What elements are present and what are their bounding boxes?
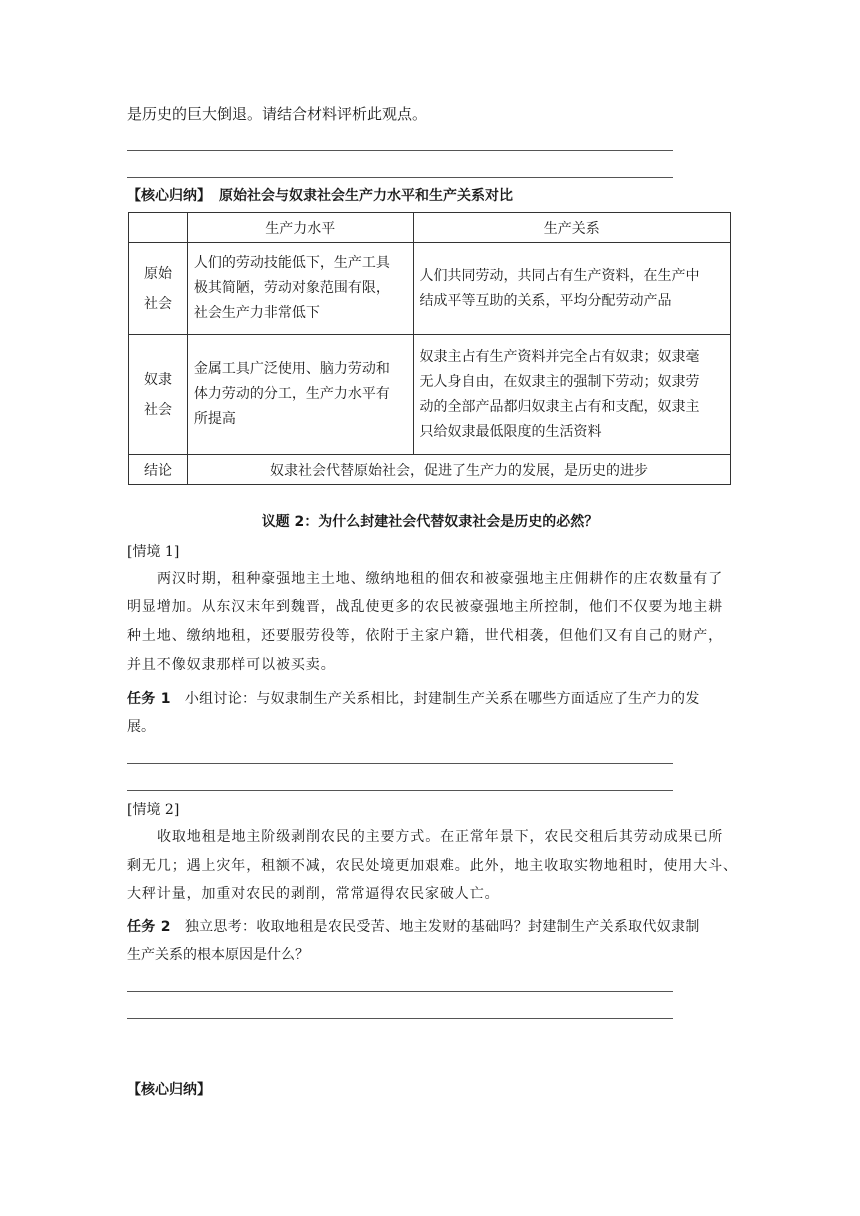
summary-heading	[127, 186, 513, 206]
conclusion-label: 结论	[129, 455, 188, 485]
table-header-row	[129, 213, 731, 243]
cell-line: 金属工具广泛使用、脑力劳动和	[193, 361, 390, 377]
task-label: 任务 1	[127, 691, 171, 707]
task-text-continued: 展。	[127, 719, 155, 735]
table-row	[129, 335, 731, 455]
scenario-line: 大秤计量，加重对农民的剥削，常常逼得农民家破人亡。	[127, 886, 500, 902]
scenario-line: 明显增加。从东汉末年到魏晋，战乱使更多的农民被豪强地主所控制，他们不仅要为地主耕	[127, 599, 723, 615]
summary-tag: 【核心归纳】	[127, 188, 211, 204]
task-prompt	[127, 917, 700, 937]
row-label-line: 社会	[143, 295, 172, 312]
table-header-productivity: 生产力水平	[187, 213, 413, 243]
answer-line	[127, 177, 673, 178]
row-label-slave	[129, 335, 188, 455]
cell-line: 体力劳动的分工，生产力水平有	[193, 386, 390, 402]
answer-line	[127, 991, 673, 992]
table-row	[129, 243, 731, 335]
scenario-line: 剩无几；遇上灾年，租额不减，农民处境更加艰难。此外，地主收取实物地租时，使用大斗、	[127, 858, 738, 874]
topic-title: 议题 2：为什么封建社会代替奴隶社会是历史的必然？	[261, 514, 599, 530]
scenario-line: 种土地、缴纳地租，还要服劳役等，依附于主家户籍，世代相袭，但他们又有自己的财产，	[127, 628, 723, 644]
cell-productivity-slave	[187, 335, 413, 455]
conclusion-text: 奴隶社会代替原始社会，促进了生产力的发展，是历史的进步	[187, 455, 730, 485]
comparison-table	[128, 212, 731, 485]
scenario-line: 两汉时期，租种豪强地主土地、缴纳地租的佃农和被豪强地主庄佣耕作的庄农数量有了	[157, 571, 724, 587]
cell-productivity-primitive	[187, 243, 413, 335]
task-text: 独立思考：收取地租是农民受苦、地主发财的基础吗？封建制生产关系取代奴隶制	[184, 919, 700, 935]
cell-line: 奴隶主占有生产资料并完全占有奴隶；奴隶毫	[419, 348, 700, 365]
task-label: 任务 2	[127, 919, 171, 935]
table-header-empty	[129, 213, 188, 243]
cell-line: 极其简陋，劳动对象范围有限，	[193, 280, 390, 296]
table-header-relations: 生产关系	[413, 213, 730, 243]
summary-tag: 【核心归纳】	[127, 1082, 211, 1098]
cell-line: 动的全部产品都归奴隶主占有和支配，奴隶主	[419, 398, 700, 415]
answer-line	[127, 1018, 673, 1019]
answer-line	[127, 790, 673, 791]
row-label-line: 原始	[143, 265, 172, 282]
cell-line: 人们的劳动技能低下，生产工具	[193, 255, 390, 271]
intro-continuation: 是历史的巨大倒退。请结合材料评析此观点。	[127, 105, 428, 123]
row-label-line: 社会	[143, 401, 172, 418]
row-label-primitive	[129, 243, 188, 335]
table-conclusion-row	[129, 455, 731, 485]
cell-line: 人们共同劳动，共同占有生产资料，在生产中	[419, 267, 700, 284]
row-label-line: 奴隶	[143, 371, 172, 388]
cell-relations-primitive	[413, 243, 730, 335]
task-text-continued: 生产关系的根本原因是什么？	[127, 947, 309, 963]
cell-line: 结成平等互助的关系，平均分配劳动产品	[419, 292, 672, 309]
answer-line	[127, 150, 673, 151]
cell-line: 无人身自由，在奴隶主的强制下劳动；奴隶劳	[419, 373, 700, 390]
cell-line: 社会生产力非常低下	[193, 305, 320, 321]
answer-line	[127, 763, 673, 764]
scenario-line: 收取地租是地主阶级剥削农民的主要方式。在正常年景下，农民交租后其劳动成果已所	[157, 829, 724, 845]
scenario-tag: [情境 1]	[127, 544, 180, 560]
task-text: 小组讨论：与奴隶制生产关系相比，封建制生产关系在哪些方面适应了生产力的发	[184, 691, 700, 707]
task-prompt	[127, 689, 700, 709]
cell-line: 所提高	[193, 411, 236, 427]
summary-title: 原始社会与奴隶社会生产力水平和生产关系对比	[219, 188, 513, 204]
scenario-line: 并且不像奴隶那样可以被买卖。	[127, 657, 336, 673]
scenario-tag: [情境 2]	[127, 802, 180, 818]
cell-relations-slave	[413, 335, 730, 455]
cell-line: 只给奴隶最低限度的生活资料	[419, 423, 602, 440]
